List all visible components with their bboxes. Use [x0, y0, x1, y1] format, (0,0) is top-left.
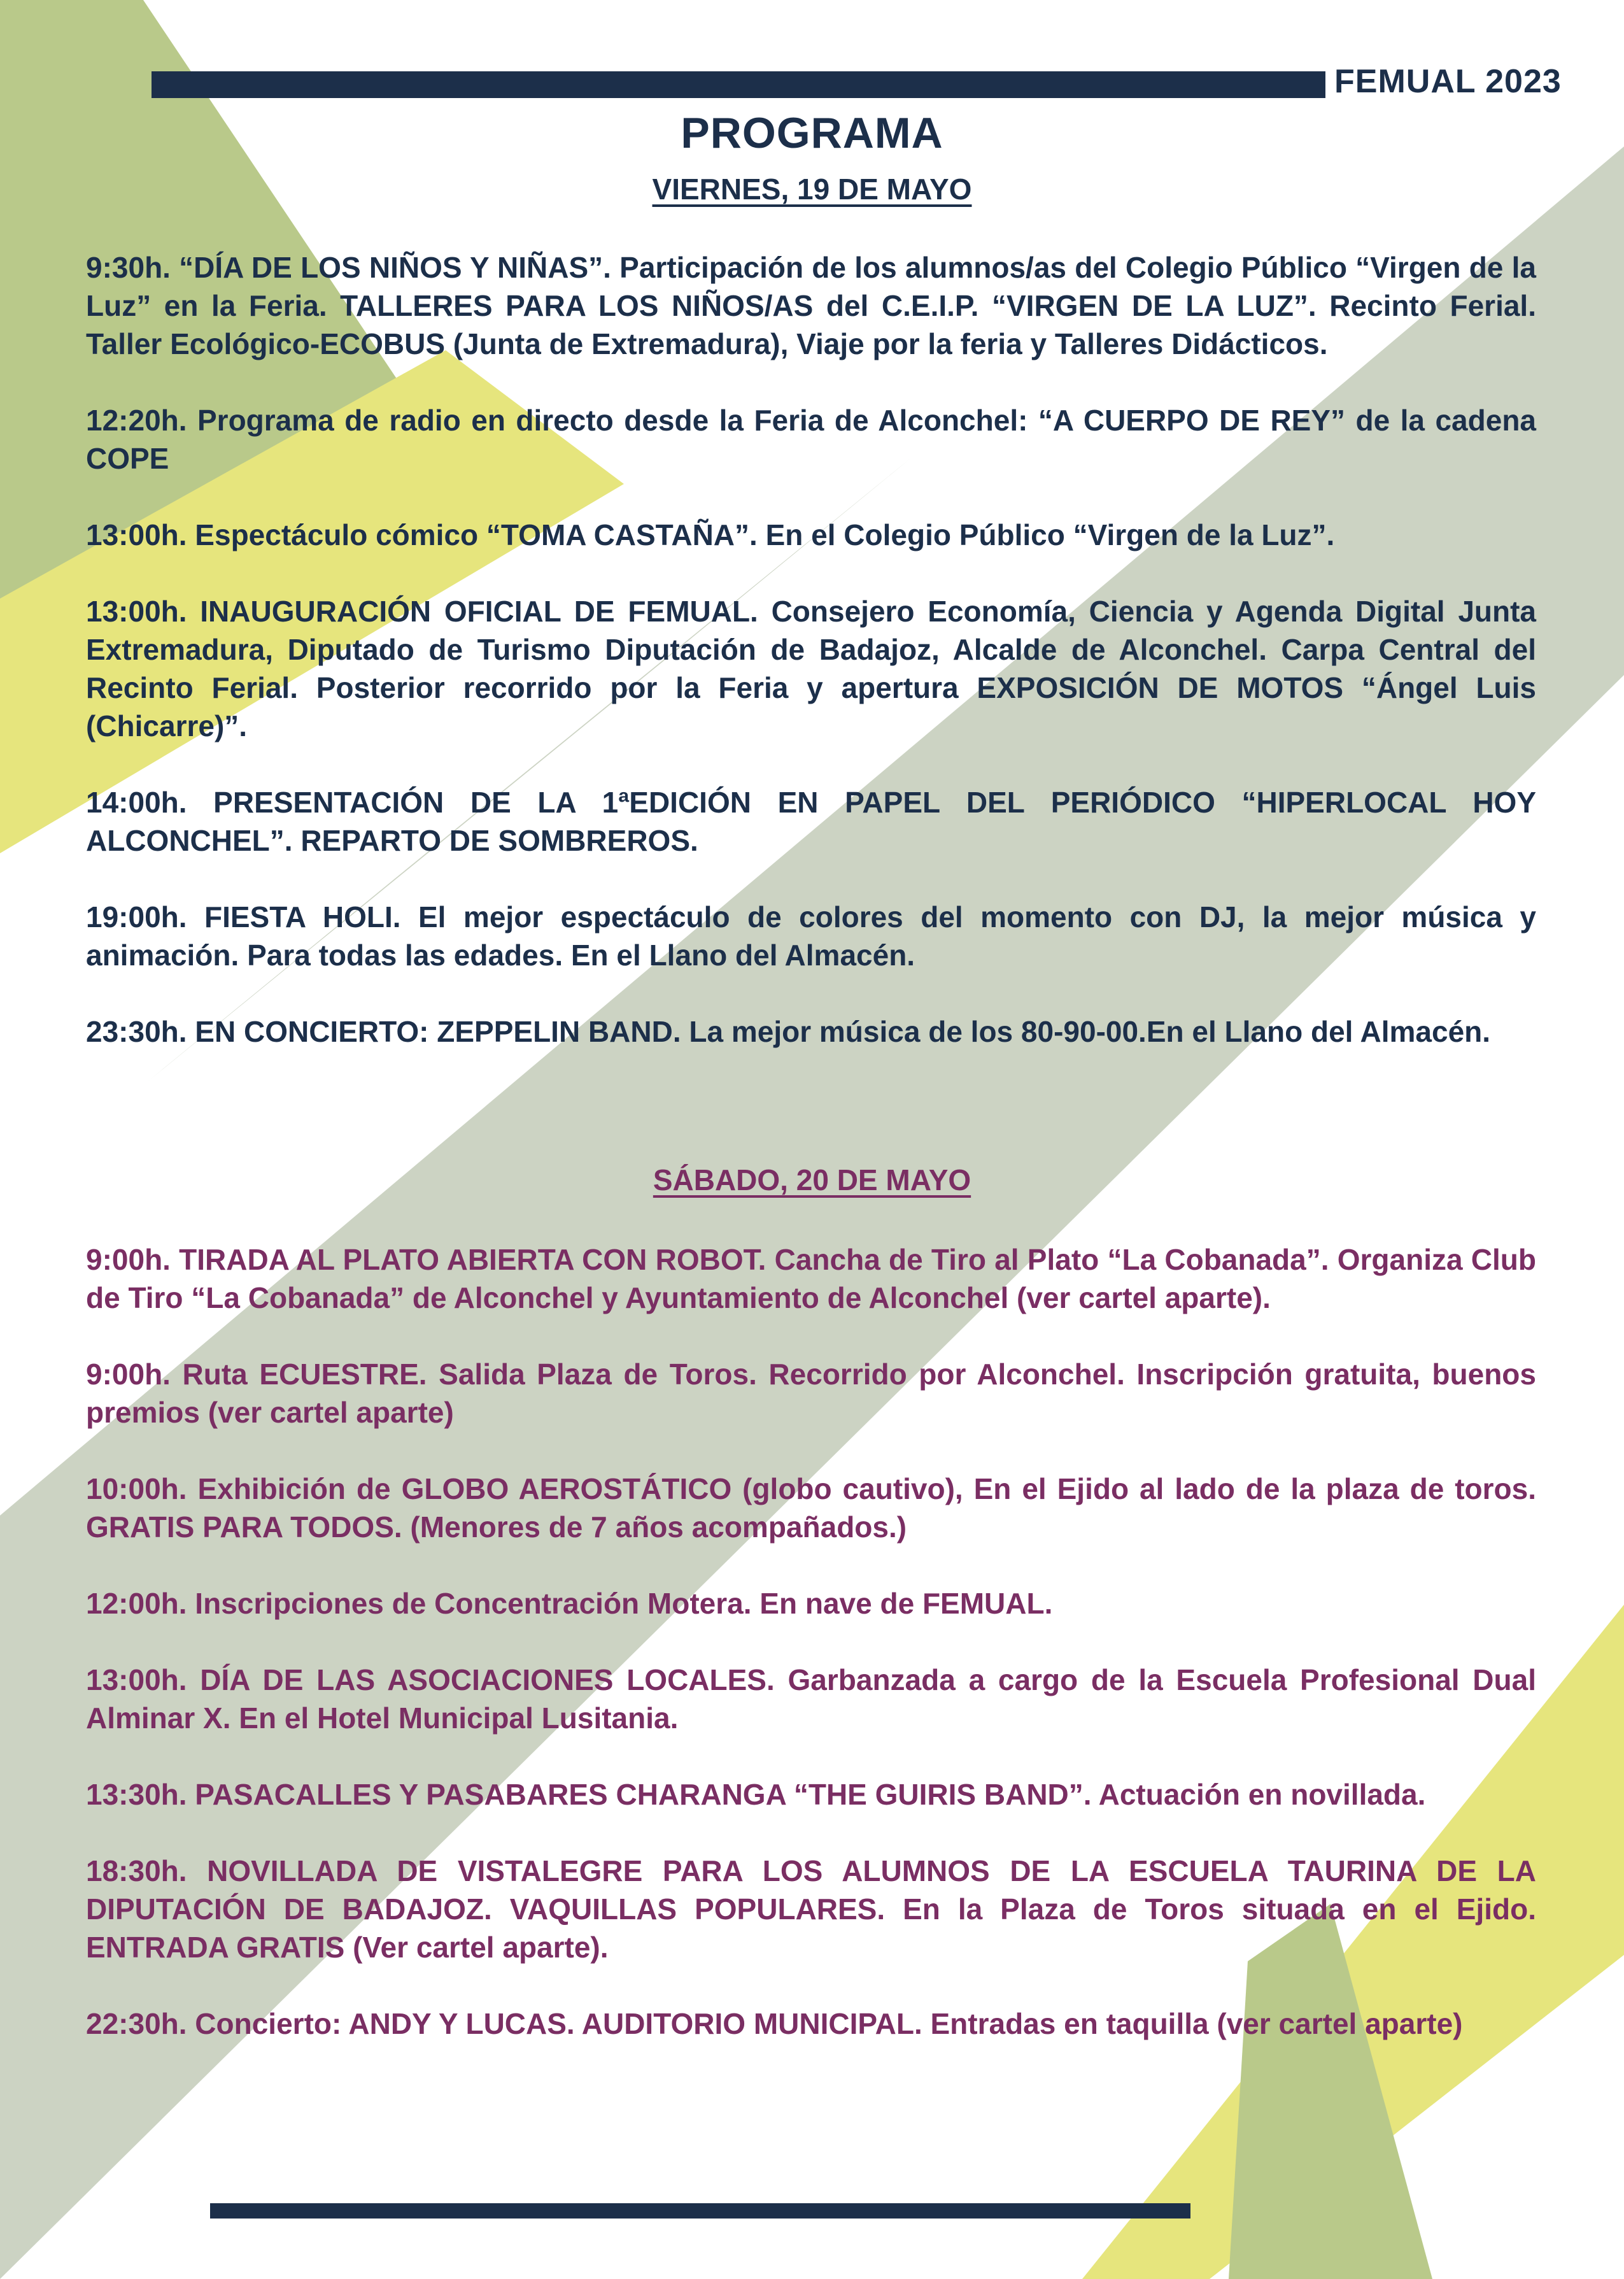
event-item: 13:30h. PASACALLES Y PASABARES CHARANGA “THE GUIRIS BAND”. Actuación en novillada.	[86, 1778, 1426, 1811]
event-item: 12:20h. Programa de radio en directo desde la Feria de Alconchel: “A CUERPO DE REY” de la cadena COPE	[86, 404, 1536, 475]
event-item: 18:30h. NOVILLADA DE VISTALEGRE PARA LOS ALUMNOS DE LA ESCUELA TAURINA DE LA DIPUTACIÓN DE BADAJOZ. VAQUILLAS POPULARES. En la Plaza de Toros situada en el Ejido. ENTRADA GRATIS (Ver cartel aparte).	[86, 1854, 1536, 1964]
event-item: 10:00h. Exhibición de GLOBO AEROSTÁTICO (globo cautivo), En el Ejido al lado de la plaza de toros. GRATIS PARA TODOS. (Menores de 7 años acompañados.)	[86, 1472, 1536, 1544]
event-item: 19:00h. FIESTA HOLI. El mejor espectáculo de colores del momento con DJ, la mejor música y animación. Para todas las edades. En el Llano del Almacén.	[86, 900, 1536, 972]
event-item: 9:30h. “DÍA DE LOS NIÑOS Y NIÑAS”. Participación de los alumnos/as del Colegio Público “Virgen de la Luz” en la Feria. TALLERES PARA LOS NIÑOS/AS del C.E.I.P. “VIRGEN DE LA LUZ”. Recinto Ferial. Taller Ecológico-ECOBUS (Junta de Extremadura), Viaje por la feria y Talleres Didácticos.	[86, 251, 1536, 360]
event-item: 13:00h. Espectáculo cómico “TOMA CASTAÑA”. En el Colegio Público “Virgen de la Luz”.	[86, 518, 1335, 551]
event-item: 22:30h. Concierto: ANDY Y LUCAS. AUDITORIO MUNICIPAL. Entradas en taquilla (ver cartel aparte)	[86, 2007, 1463, 2040]
page-title: PROGRAMA	[681, 109, 943, 157]
day-heading-saturday: SÁBADO, 20 DE MAYO	[653, 1163, 971, 1196]
event-item: 13:00h. INAUGURACIÓN OFICIAL DE FEMUAL. Consejero Economía, Ciencia y Agenda Digital Junta Extremadura, Diputado de Turismo Diputación de Badajoz, Alcalde de Alconchel. Carpa Central del Recinto Ferial. Posterior recorrido por la Feria y apertura EXPOSICIÓN DE MOTOS “Ángel Luis (Chicarre)”.	[86, 595, 1536, 742]
event-item: 23:30h. EN CONCIERTO: ZEPPELIN BAND. La mejor música de los 80-90-00.En el Llano del Almacén.	[86, 1015, 1491, 1048]
event-item: 12:00h. Inscripciones de Concentración Motera. En nave de FEMUAL.	[86, 1587, 1053, 1620]
saturday-events	[86, 1240, 1536, 2081]
event-item: 9:00h. Ruta ECUESTRE. Salida Plaza de Toros. Recorrido por Alconchel. Inscripción gratuita, buenos premios (ver cartel aparte)	[86, 1358, 1536, 1429]
edition-label: FEMUAL 2023	[1334, 63, 1562, 100]
top-rule	[152, 71, 1325, 98]
day-heading-friday: VIERNES, 19 DE MAYO	[652, 173, 972, 206]
event-item: 13:00h. DÍA DE LAS ASOCIACIONES LOCALES. Garbanzada a cargo de la Escuela Profesional Dual Alminar X. En el Hotel Municipal Lusitania.	[86, 1663, 1536, 1735]
event-item: 9:00h. TIRADA AL PLATO ABIERTA CON ROBOT. Cancha de Tiro al Plato “La Cobanada”. Organiza Club de Tiro “La Cobanada” de Alconchel y Ayuntamiento de Alconchel (ver cartel aparte).	[86, 1243, 1536, 1314]
event-item: 14:00h. PRESENTACIÓN DE LA 1ªEDICIÓN EN PAPEL DEL PERIÓDICO “HIPERLOCAL HOY ALCONCHEL”. REPARTO DE SOMBREROS.	[86, 786, 1536, 857]
bottom-rule	[210, 2203, 1190, 2219]
friday-events	[86, 248, 1536, 1089]
